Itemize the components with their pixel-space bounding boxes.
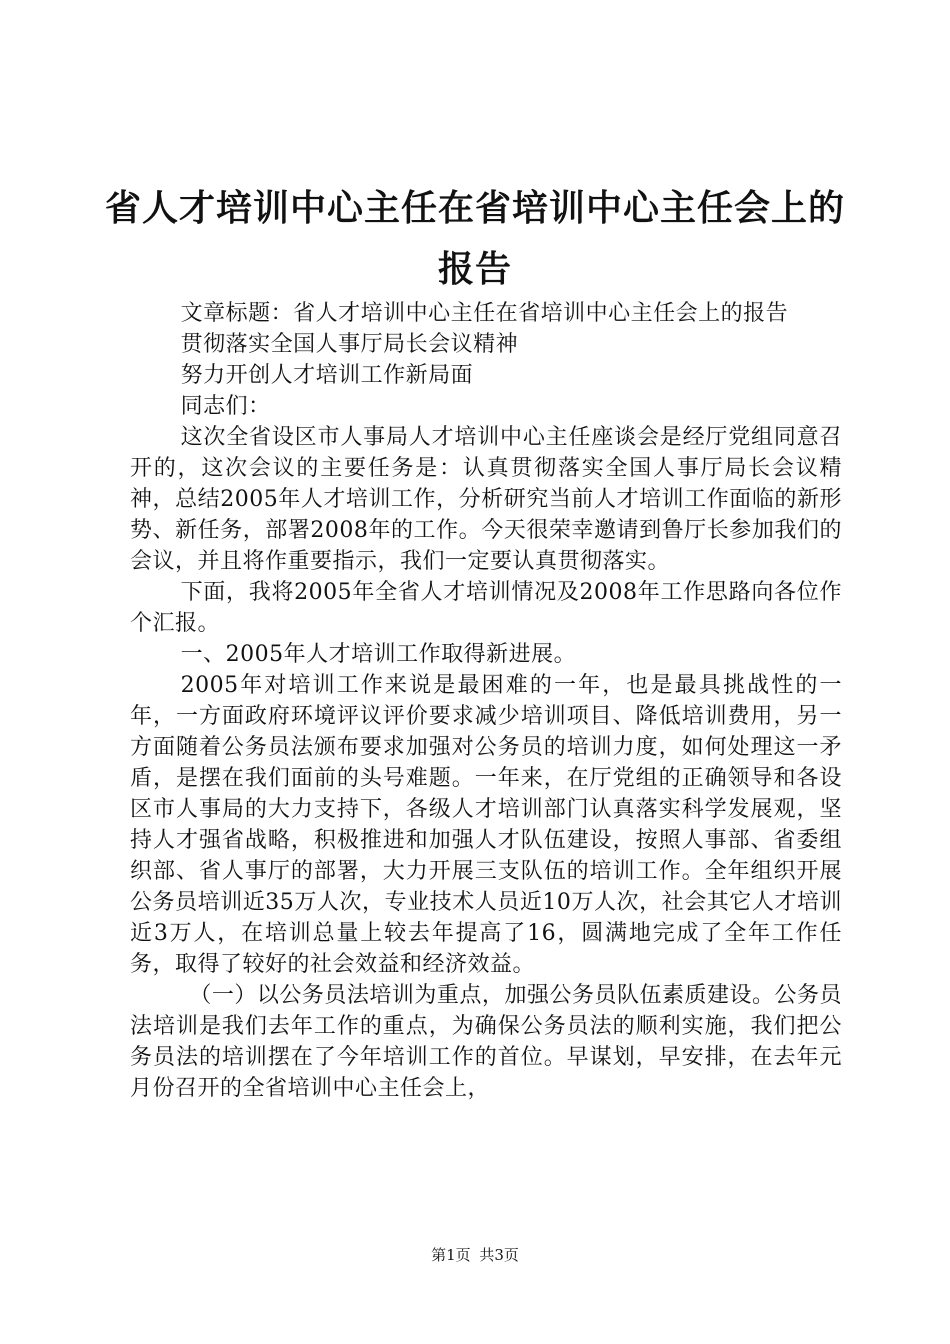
paragraph-salutation: 同志们： [180,394,271,419]
paragraph-report-outline: 下面，我将2005年全省人才培训情况及2008年工作思路向各位作个汇报。 [130,580,842,636]
paragraph-subtitle-2: 努力开创人才培训工作新局面 [180,363,474,388]
page-total: 共3页 [479,1246,519,1264]
page-footer [0,1245,950,1265]
document-body [130,298,842,1104]
paragraph-subsection-1: （一）以公务员法培训为重点，加强公务员队伍素质建设。公务员法培训是我们去年工作的重点，为确保公务员法的顺利实施，我们把公务员法的培训摆在了今年培训工作的首位。早谋划，早安排，在去年元月份召开的全省培训中心主任会上， [130,983,842,1101]
document-title-line-1: 省人才培训中心主任在省培训中心主任会上的 [104,187,845,229]
paragraph-subtitle-1: 贯彻落实全国人事厅局长会议精神 [180,332,519,357]
paragraph-2005-summary: 2005年对培训工作来说是最困难的一年，也是最具挑战性的一年，一方面政府环境评议评价要求减少培训项目、降低培训费用，另一方面随着公务员法颁布要求加强对公务员的培训力度，如何处理这一矛盾，是摆在我们面前的头号难题。一年来，在厅党组的正确领导和各设区市人事局的大力支持下，各级人才培训部门认真落实科学发展观，坚持人才强省战略，积极推进和加强人才队伍建设，按照人事部、省委组织部、省人事厅的部署，大力开展三支队伍的培训工作。全年组织开展公务员培训近35万人次，专业技术人员近10万人次，社会其它人才培训近3万人，在培训总量上较去年提高了16，圆满地完成了全年工作任务，取得了较好的社会效益和经济效益。 [130,673,842,977]
section-heading-1: 一、2005年人才培训工作取得新进展。 [180,642,577,667]
document-title-line-2: 报告 [437,248,512,290]
paragraph-intro: 这次全省设区市人事局人才培训中心主任座谈会是经厅党组同意召开的，这次会议的主要任务是：认真贯彻落实全国人事厅局长会议精神，总结2005年人才培训工作，分析研究当前人才培训工作面临的新形势、新任务，部署2008年的工作。今天很荣幸邀请到鲁厅长参加我们的会议，并且将作重要指示，我们一定要认真贯彻落实。 [130,425,842,574]
paragraph-article-title: 文章标题：省人才培训中心主任在省培训中心主任会上的报告 [180,301,789,326]
page-number: 第1页 [431,1246,471,1264]
